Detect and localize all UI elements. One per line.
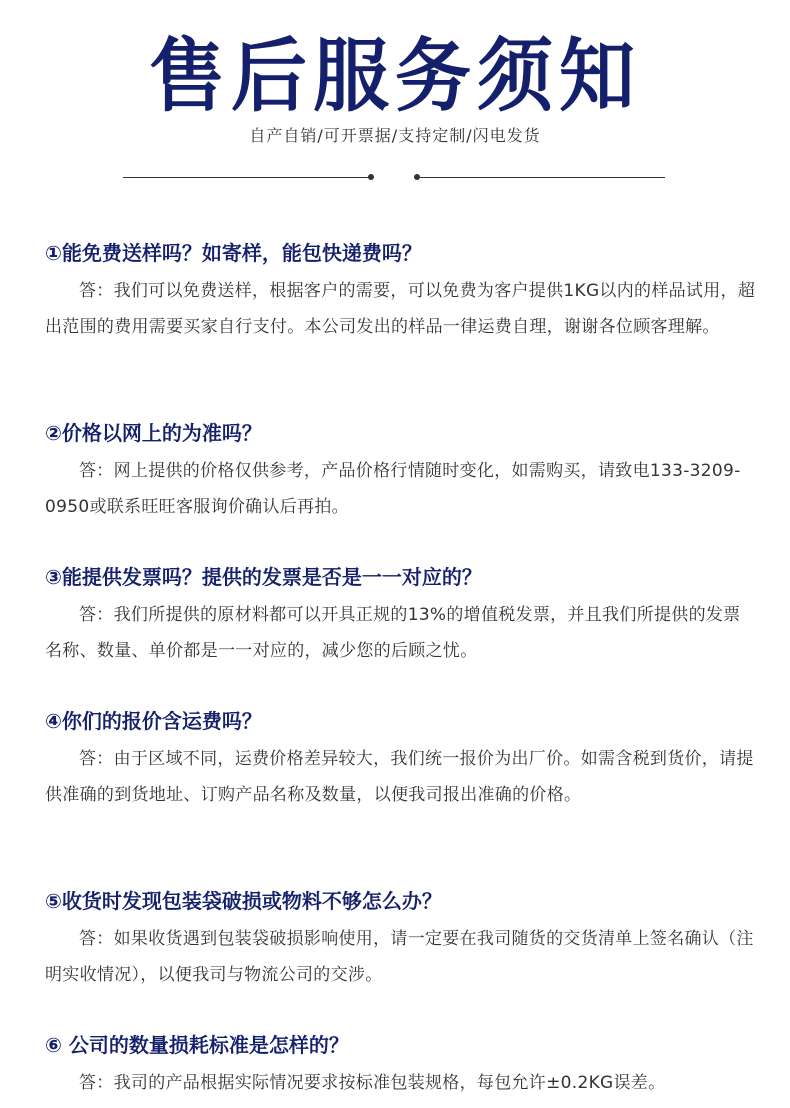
faq-question: ④你们的报价含运费吗？ xyxy=(45,709,262,733)
divider-right xyxy=(420,177,665,178)
faq-question: ⑤收货时发现包装袋破损或物料不够怎么办？ xyxy=(45,889,442,913)
faq-answer: 答：我司的产品根据实际情况要求按标准包装规格，每包允许±0.2KG误差。 xyxy=(79,1073,666,1093)
faq-answer: 答：我们所提供的原材料都可以开具正规的13%的增值税发票，并且我们所提供的发票名称、数量、单价都是一一对应的，减少您的后顾之忧。 xyxy=(45,605,741,661)
faq-question: ①能免费送样吗？如寄样，能包快递费吗？ xyxy=(45,241,422,265)
page-title: 售后服务须知 xyxy=(149,28,641,123)
faq-question: ②价格以网上的为准吗？ xyxy=(45,421,262,445)
faq-answer: 答：网上提供的价格仅供参考，产品价格行情随时变化，如需购买，请致电133-3209-0950或联系旺旺客服询价确认后再拍。 xyxy=(45,461,741,517)
faq-item-6 xyxy=(45,1030,757,1101)
faq-answer: 答：由于区域不同，运费价格差异较大，我们统一报价为出厂价。如需含税到货价，请提供准确的到货地址、订购产品名称及数量，以便我司报出准确的价格。 xyxy=(45,749,754,805)
faq-item-1 xyxy=(45,238,757,345)
page-subtitle: 自产自销/可开票据/支持定制/闪电发货 xyxy=(249,126,541,145)
faq-answer: 答：我们可以免费送样，根据客户的需要，可以免费为客户提供1KG以内的样品试用，超出范围的费用需要买家自行支付。本公司发出的样品一律运费自理，谢谢各位顾客理解。 xyxy=(45,281,756,337)
divider-dot-left xyxy=(368,174,374,180)
faq-item-4 xyxy=(45,706,757,813)
faq-question: ⑥ 公司的数量损耗标准是怎样的？ xyxy=(45,1033,349,1057)
faq-item-5 xyxy=(45,886,757,993)
divider-left xyxy=(123,177,369,178)
faq-item-3 xyxy=(45,562,757,669)
faq-answer: 答：如果收货遇到包装袋破损影响使用，请一定要在我司随货的交货清单上签名确认（注明实收情况），以便我司与物流公司的交涉。 xyxy=(45,929,754,985)
faq-question: ③能提供发票吗？提供的发票是否是一一对应的？ xyxy=(45,565,482,589)
faq-item-2 xyxy=(45,418,757,525)
